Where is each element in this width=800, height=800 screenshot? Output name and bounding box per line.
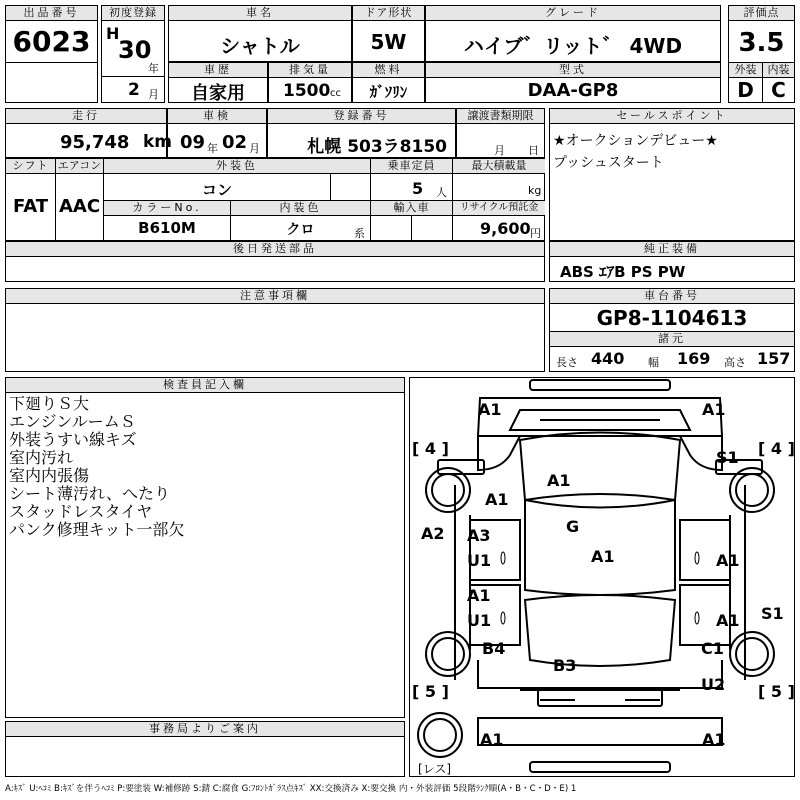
color-no-label: カラーNo.	[104, 201, 230, 215]
grade-label: グレード	[426, 6, 720, 20]
ext-color: コン	[201, 181, 232, 199]
tire-rr-label: [ 5 ]	[758, 682, 795, 701]
shift: FAT	[12, 196, 49, 217]
plate-number: 札幌 503ラ8150	[307, 137, 447, 157]
sales-point-box	[549, 108, 795, 241]
tire-rr-value: 5	[770, 682, 783, 701]
score: 3.5	[738, 28, 785, 58]
damage-mark: C1	[701, 639, 724, 658]
legend: A:ｷｽﾞ U:ﾍｺﾐ B:ｷｽﾞを伴うﾍｺﾐ P:要塗装 W:補修跡 S:錆 C:腐食 G:ﾌﾛﾝﾄｶﾞﾗｽ点ｷｽﾞ XX:交換済み X:要交換 内・外装評価 5段階ﾗﾝｸ順(A・B・C・D・E) 1	[5, 784, 577, 794]
damage-mark: A3	[467, 526, 491, 545]
inspector-line-7: スタッドレスタイヤ	[9, 502, 153, 521]
color-no: B610M	[138, 219, 196, 237]
max-load-unit: kg	[528, 184, 542, 197]
displacement: 1500	[283, 81, 331, 101]
damage-mark: A1	[467, 586, 491, 605]
transfer-doc-month-unit: 月	[494, 144, 505, 157]
damage-mark: U1	[467, 551, 492, 570]
model-label: 型式	[426, 63, 720, 77]
spare-tire-value: レス	[422, 762, 447, 776]
recycle-label: リサイクル預託金	[453, 201, 545, 215]
damage-mark: S1	[716, 448, 739, 467]
int-color-suffix: 系	[354, 227, 365, 240]
tire-rl-label: [ 5 ]	[412, 682, 449, 701]
recycle: 9,600	[480, 219, 531, 238]
lot-label: 出品番号	[6, 6, 97, 20]
model: DAA-GP8	[527, 80, 619, 101]
later-parts-label: 後日発送部品	[6, 242, 544, 256]
inspector-line-3: 外装うすい線キズ	[9, 430, 137, 449]
first-reg-year-unit: 年	[148, 62, 159, 75]
int-score-label: 内装	[763, 63, 794, 77]
fuel-label: 燃料	[353, 63, 424, 77]
sales-point-line-1: ★オークションデビュー★	[553, 133, 718, 149]
inspector-label: 検査員記入欄	[6, 378, 404, 392]
damage-mark: A1	[702, 730, 726, 749]
tire-fl-label: [ 4 ]	[412, 439, 449, 458]
inspection-year-unit: 年	[207, 142, 218, 155]
int-color-label: 内装色	[231, 201, 370, 215]
sales-point-line-2: プッシュスタート	[553, 155, 664, 171]
inspector-line-2: エンジンルームＳ	[9, 412, 136, 431]
ext-color-label: 外装色	[104, 159, 370, 173]
first-reg-year: 30	[118, 36, 152, 64]
inspection-month: 02	[222, 132, 248, 153]
damage-mark: A1	[478, 400, 502, 419]
notes-label: 注意事項欄	[6, 289, 544, 303]
length-label: 長さ	[556, 356, 578, 369]
tire-rl-value: 5	[424, 682, 437, 701]
office-label: 事務局よりご案内	[6, 722, 404, 736]
inspector-line-6: シート薄汚れ、へたり	[9, 484, 170, 503]
specs-label: 諸元	[550, 332, 794, 346]
length: 440	[591, 349, 625, 368]
tire-fr-value: 4	[770, 439, 783, 458]
damage-mark: A2	[421, 524, 445, 543]
damage-mark: B4	[482, 639, 506, 658]
damage-mark: A1	[716, 611, 740, 630]
damage-mark: A1	[702, 400, 726, 419]
mileage-label: 走行	[6, 109, 166, 123]
mileage-unit: km	[143, 132, 173, 152]
score-label: 評価点	[729, 6, 794, 20]
mileage: 95,748	[60, 132, 130, 153]
equipment: ABS ｴｱB PS PW	[560, 263, 686, 281]
first-reg-month: 2	[128, 80, 140, 100]
spare-tire-label: [レス]	[418, 762, 452, 776]
inspector-line-5: 室内内張傷	[9, 466, 90, 485]
int-score: C	[771, 78, 786, 102]
damage-mark: A1	[591, 547, 615, 566]
car-diagram	[409, 377, 795, 777]
inspector-line-1: 下廻りＳ大	[9, 394, 90, 413]
height: 157	[757, 349, 791, 368]
lot-number: 6023	[12, 25, 91, 58]
damage-mark: G	[566, 517, 580, 536]
fuel: ｶﾞｿﾘﾝ	[369, 83, 408, 101]
shift-label: シフト	[6, 159, 55, 173]
damage-mark: A1	[485, 490, 509, 509]
damage-mark: A1	[716, 551, 740, 570]
door-type: 5W	[370, 30, 407, 54]
ext-score: D	[737, 78, 754, 102]
inspection-month-unit: 月	[249, 142, 260, 155]
int-color: クロ	[286, 222, 315, 238]
chassis-label: 車台番号	[550, 289, 794, 303]
transfer-doc-label: 譲渡書類期限	[457, 109, 544, 123]
car-name: シャトル	[220, 34, 300, 58]
max-load-label: 最大積載量	[453, 159, 545, 173]
grade: ハイブ゛リット゛ 4WD	[463, 34, 683, 58]
aircon-label: エアコン	[57, 159, 102, 172]
inspection-year: 09	[180, 132, 206, 153]
sales-point-label: セールスポイント	[550, 109, 794, 123]
damage-mark: B3	[553, 656, 577, 675]
first-reg-label: 初度登録	[102, 6, 164, 20]
chassis-number: GP8-1104613	[596, 306, 748, 330]
inspector-line-8: パンク修理キット一部欠	[9, 520, 185, 539]
width: 169	[677, 349, 711, 368]
plate-label: 登録番号	[268, 109, 455, 123]
height-label: 高さ	[724, 356, 746, 369]
door-label: ドア形状	[353, 6, 424, 20]
displacement-unit: cc	[330, 88, 341, 99]
history: 自家用	[191, 83, 245, 104]
width-label: 幅	[648, 356, 659, 369]
tire-fr-label: [ 4 ]	[758, 439, 795, 458]
aircon: AAC	[58, 196, 101, 217]
capacity: 5	[412, 179, 424, 198]
transfer-doc-day-unit: 日	[528, 144, 539, 157]
displacement-label: 排気量	[269, 63, 351, 77]
first-reg-month-unit: 月	[148, 88, 159, 101]
equipment-label: 純正装備	[550, 242, 794, 256]
import-label: 輸入車	[371, 201, 452, 215]
first-reg-era: H	[106, 24, 120, 43]
damage-mark: U2	[701, 675, 726, 694]
damage-mark: U1	[467, 611, 492, 630]
damage-mark: S1	[761, 604, 784, 623]
damage-mark: A1	[480, 730, 504, 749]
capacity-unit: 人	[436, 186, 447, 199]
car-name-label: 車名	[169, 6, 351, 20]
recycle-unit: 円	[530, 227, 541, 240]
history-label: 車歴	[169, 63, 267, 77]
inspection-label: 車検	[168, 109, 266, 123]
tire-fl-value: 4	[424, 439, 437, 458]
damage-mark: A1	[547, 471, 571, 490]
capacity-label: 乗車定員	[371, 159, 452, 173]
ext-score-label: 外装	[729, 63, 762, 77]
inspector-line-4: 室内汚れ	[9, 448, 74, 467]
